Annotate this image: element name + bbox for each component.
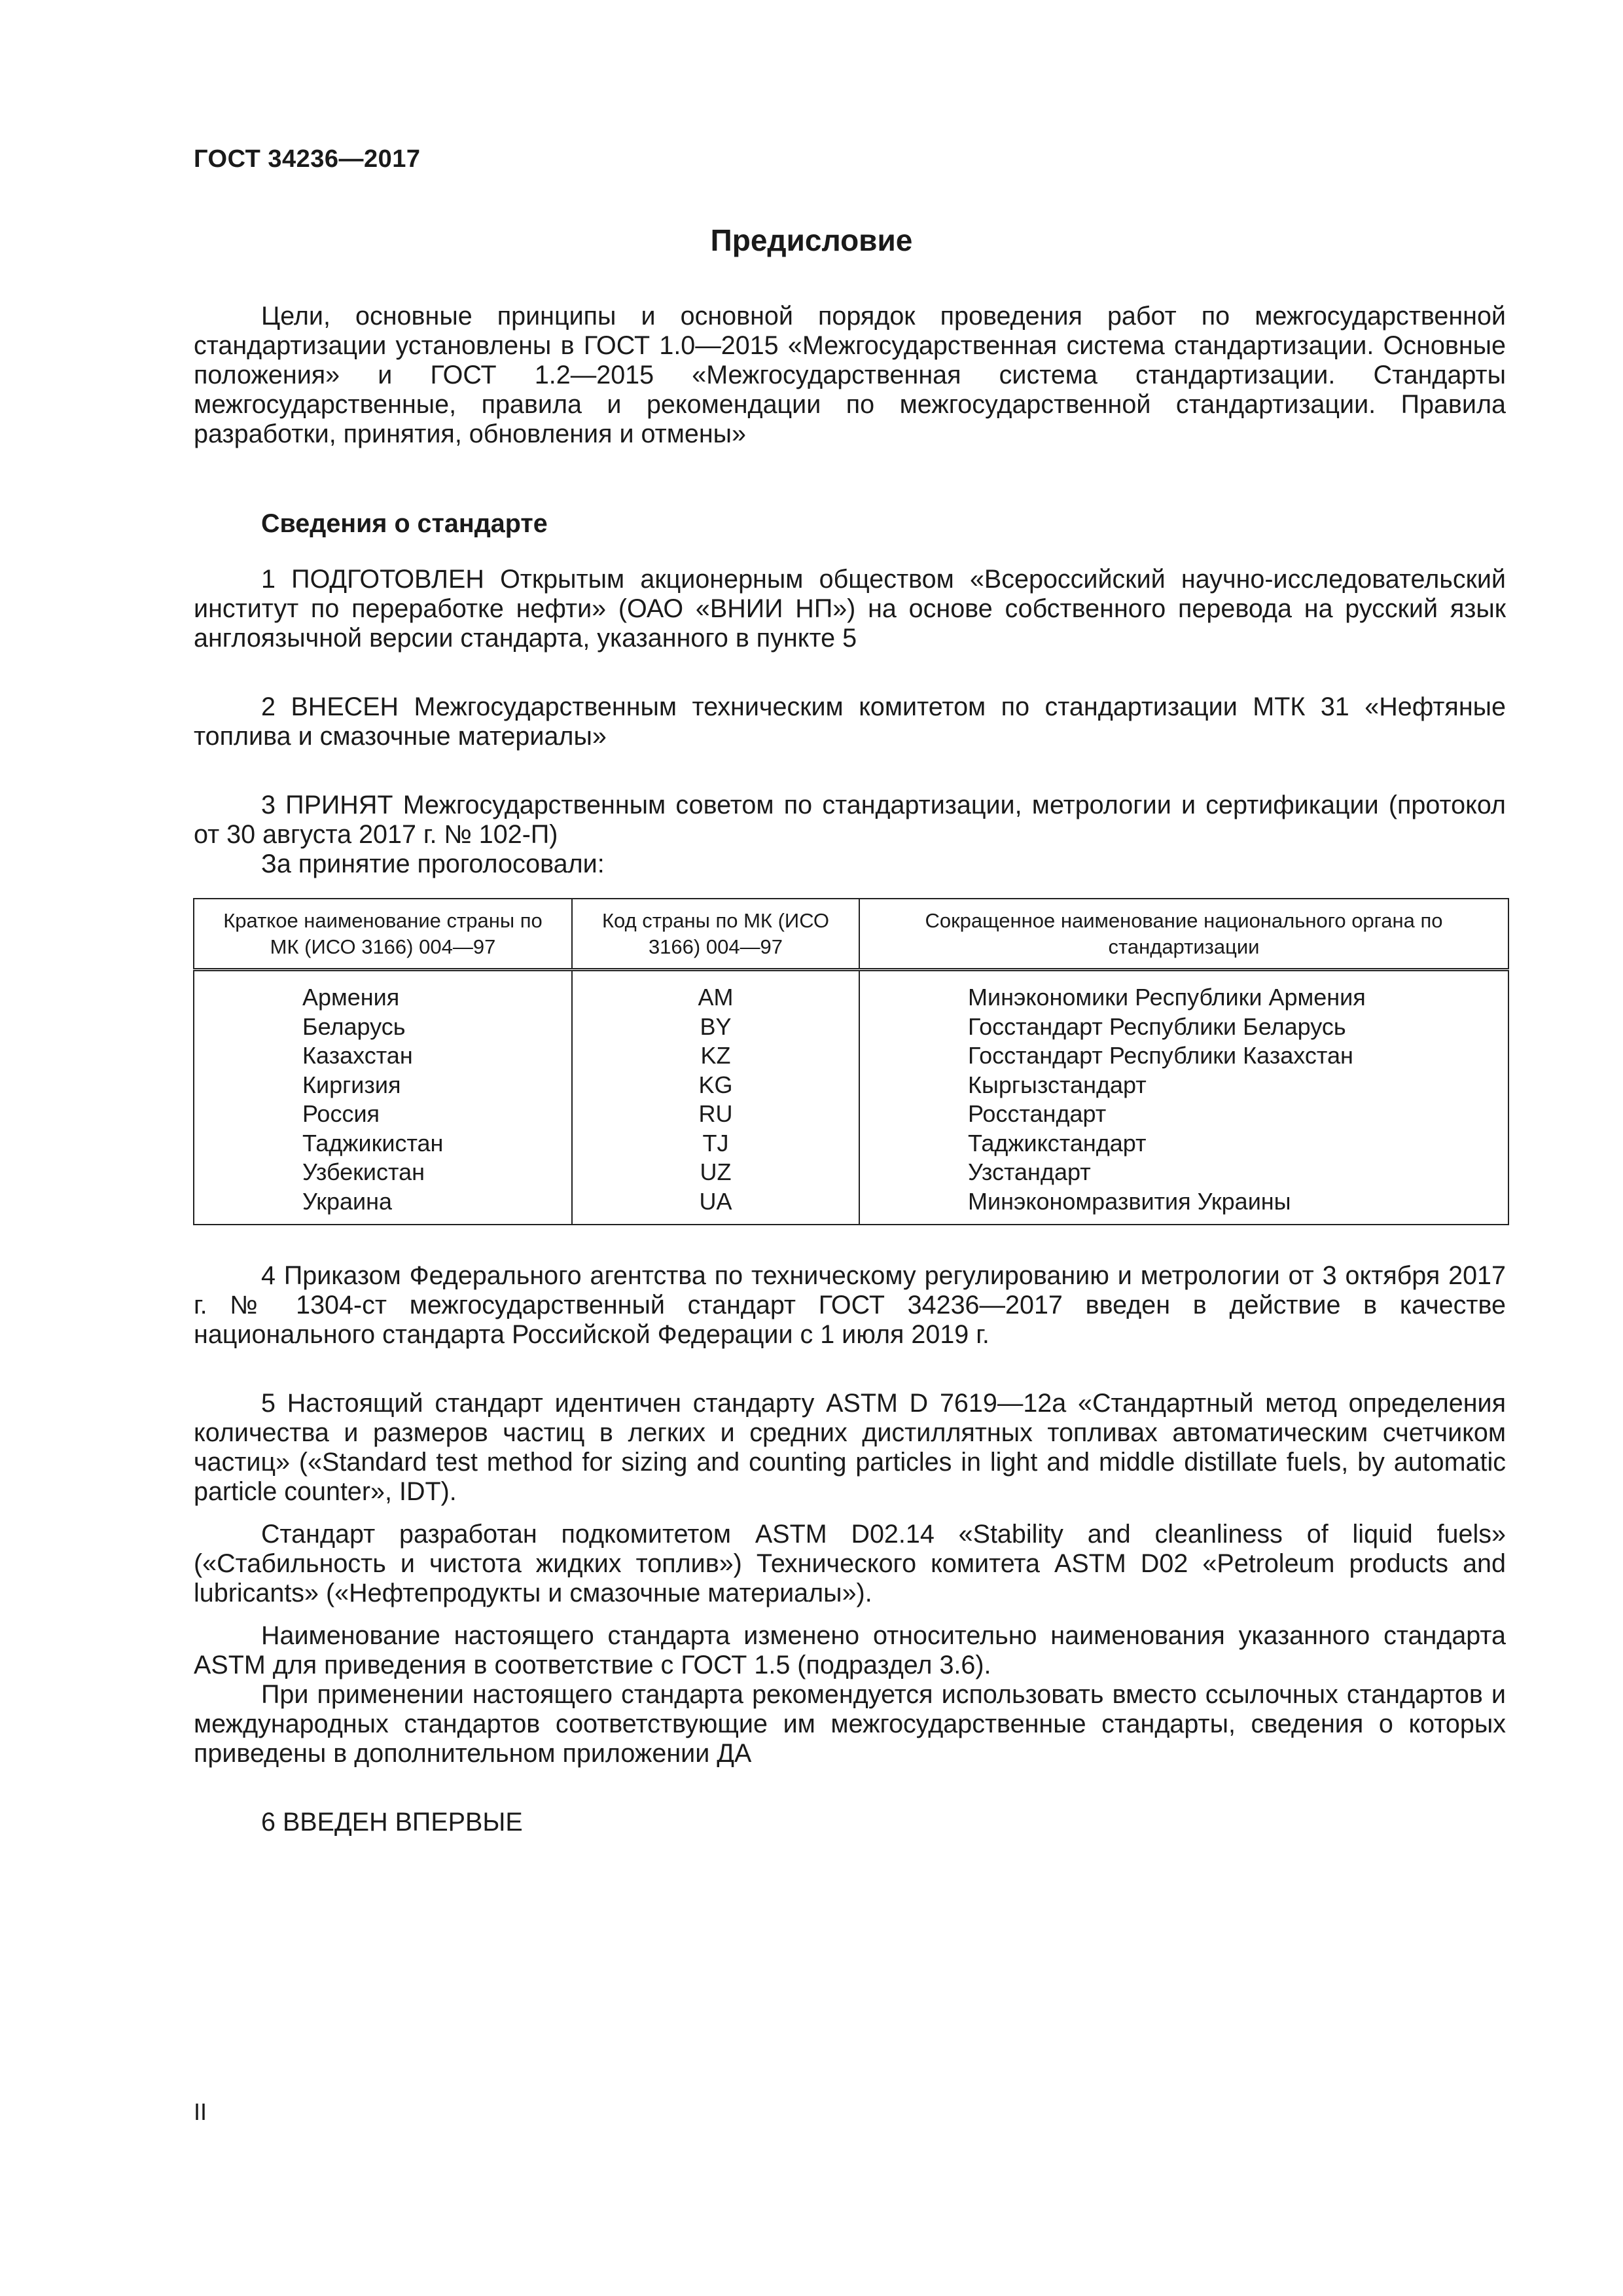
country-name: Киргизия — [302, 1071, 401, 1098]
voting-countries-table — [193, 898, 1509, 1225]
header-standards-body: Сокращенное наименование национального органа по стандартизации — [859, 899, 1508, 970]
standards-body: Госстандарт Республики Казахстан — [968, 1042, 1353, 1069]
standards-body: Минэкономики Республики Армения — [968, 984, 1366, 1011]
item-5-subcommittee-paragraph: Стандарт разработан подкомитетом ASTM D02.14 «Stability and cleanliness of liquid fuels» («Стабильность и чистота жидких топлив») Технического комитета ASTM D02 «Petroleum products and lubricants» («Нефтепродукты и смазочные материалы»). — [194, 1520, 1506, 1607]
item-5-title-change-paragraph: Наименование настоящего стандарта изменено относительно наименования указанного стандарта ASTM для приведения в соответствие с ГОСТ 1.5 (подраздел 3.6). — [194, 1621, 1506, 1679]
table-body-row — [194, 970, 1508, 1225]
item-2-paragraph: 2 ВНЕСЕН Межгосударственным техническим комитетом по стандартизации МТК 31 «Нефтяные топлива и смазочные материалы» — [194, 692, 1506, 751]
voted-label: За принятие проголосовали: — [261, 850, 605, 878]
item-3-paragraph: 3 ПРИНЯТ Межгосударственным советом по стандартизации, метрологии и сертификации (протокол от 30 августа 2017 г. № 102-П) — [194, 791, 1506, 849]
country-names-column — [194, 970, 572, 1225]
country-code: KG — [698, 1071, 733, 1098]
item-5-references-paragraph: При применении настоящего стандарта рекомендуется использовать вместо ссылочных стандартов и международных стандартов соответствующие им межгосударственные стандарты, сведения о которых приведены в дополнительном приложении ДА — [194, 1680, 1506, 1768]
item-4-paragraph: 4 Приказом Федерального агентства по техническому регулированию и метрологии от 3 октября 2017 г. № 1304-ст межгосударственный стандарт ГОСТ 34236—2017 введен в действие в качестве национального стандарта Российской Федерации с 1 июля 2019 г. — [194, 1261, 1506, 1349]
country-name: Узбекистан — [302, 1158, 425, 1185]
page-title: Предисловие — [710, 223, 913, 257]
country-name: Армения — [302, 984, 400, 1011]
item-1-paragraph: 1 ПОДГОТОВЛЕН Открытым акционерным обществом «Всероссийский научно-исследовательский институт по переработке нефти» (ОАО «ВНИИ НП») на основе собственного перевода на русский язык англоязычной версии стандарта, указанного в пункте 5 — [194, 565, 1506, 653]
standards-body: Минэкономразвития Украины — [968, 1187, 1291, 1215]
standards-body: Росстандарт — [968, 1100, 1107, 1127]
country-name: Россия — [302, 1100, 380, 1127]
table-header-row — [194, 899, 1508, 970]
standards-bodies-column — [859, 970, 1508, 1225]
country-code: UA — [699, 1187, 732, 1215]
page-number: II — [194, 2098, 207, 2125]
header-country-code: Код страны по МК (ИСО 3166) 004—97 — [572, 899, 859, 970]
country-name: Казахстан — [302, 1042, 413, 1069]
country-code: UZ — [700, 1158, 732, 1185]
standards-body: Кыргызстандарт — [968, 1071, 1147, 1098]
country-code: AM — [698, 984, 734, 1011]
country-name: Таджикистан — [302, 1129, 444, 1157]
item-5-paragraph: 5 Настоящий стандарт идентичен стандарту ASTM D 7619—12a «Стандартный метод определения количества и размеров частиц в легких и средних дистиллятных топливах автоматическим счетчиком частиц» («Standard test method for sizing and counting particles in light and middle distillate fuels, by automatic particle counter», IDT). — [194, 1389, 1506, 1506]
header-country-name: Краткое наименование страны по МК (ИСО 3166) 004—97 — [194, 899, 572, 970]
country-code: RU — [698, 1100, 733, 1127]
country-name: Беларусь — [302, 1013, 406, 1040]
country-code: TJ — [702, 1129, 729, 1157]
standards-body: Таджикстандарт — [968, 1129, 1147, 1157]
standards-body: Госстандарт Республики Беларусь — [968, 1013, 1346, 1040]
standards-body: Узстандарт — [968, 1158, 1091, 1185]
country-code: BY — [700, 1013, 732, 1040]
item-6-paragraph: 6 ВВЕДЕН ВПЕРВЫЕ — [261, 1808, 523, 1837]
country-name: Украина — [302, 1187, 393, 1215]
country-code: KZ — [700, 1042, 731, 1069]
country-codes-column — [572, 970, 859, 1225]
section-heading: Сведения о стандарте — [261, 509, 548, 538]
document-code-header: ГОСТ 34236—2017 — [194, 145, 421, 173]
intro-paragraph: Цели, основные принципы и основной порядок проведения работ по межгосударственной стандартизации установлены в ГОСТ 1.0—2015 «Межгосударственная система стандартизации. Основные положения» и ГОСТ 1.2—2015 «Межгосударственная система стандартизации. Стандарты межгосударственные, правила и рекомендации по межгосударственной стандартизации. Правила разработки, принятия, обновления и отмены» — [194, 302, 1506, 448]
